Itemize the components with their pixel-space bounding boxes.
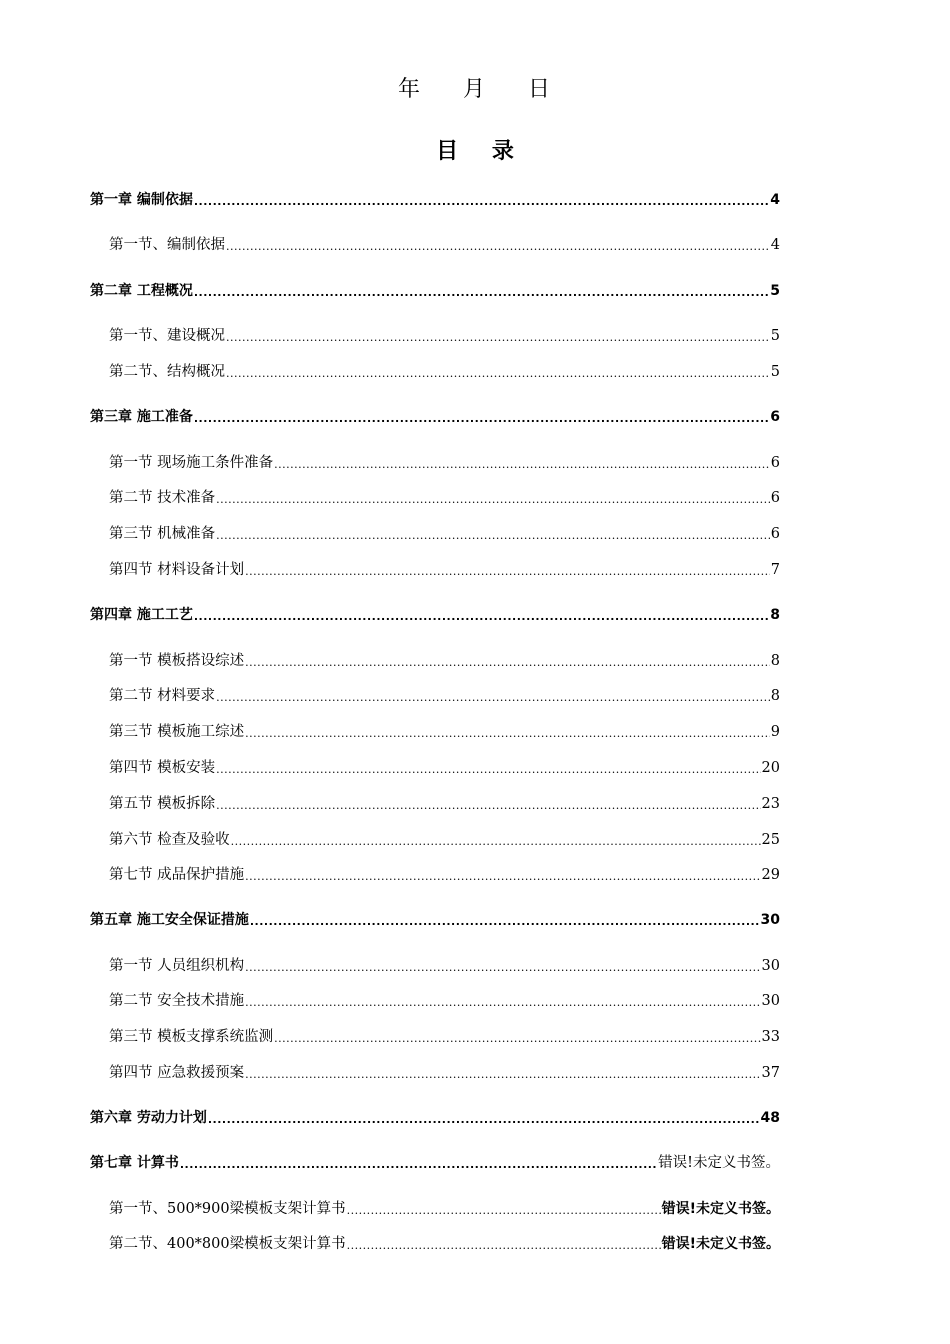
toc-dot-leader: [347, 1238, 661, 1254]
toc-page-number: 4: [770, 237, 780, 253]
toc-title-char: 目: [436, 138, 459, 164]
toc-entry-label: 第三节 机械准备: [109, 526, 216, 542]
toc-entry-label: 第一章 编制依据: [90, 192, 193, 208]
toc-entry-label: 第四节 材料设备计划: [109, 562, 245, 578]
toc-dot-leader: [245, 564, 770, 580]
toc-dot-leader: [180, 1157, 657, 1173]
toc-entry-label: 第二节 安全技术措施: [109, 993, 245, 1009]
toc-entry-label: 第一节、500*900梁模板支架计算书: [109, 1201, 346, 1217]
toc-dot-leader: [245, 869, 760, 885]
toc-page-number: 9: [770, 724, 780, 740]
toc-dot-leader: [216, 492, 770, 508]
toc-chapter-entry[interactable]: [90, 1149, 780, 1173]
toc-section-entry[interactable]: [109, 1059, 780, 1083]
toc-dot-leader: [194, 194, 769, 210]
toc-dot-leader: [194, 411, 769, 427]
toc-section-entry[interactable]: [109, 647, 780, 671]
toc-entry-label: 第七节 成品保护措施: [109, 867, 245, 883]
toc-dot-leader: [216, 798, 760, 814]
toc-page-number: 6: [770, 490, 780, 506]
toc-dot-leader: [245, 995, 760, 1011]
toc-dot-leader: [208, 1112, 760, 1128]
toc-page-number: 30: [760, 912, 780, 928]
toc-chapter-entry[interactable]: [90, 601, 780, 625]
toc-entry-label: 第七章 计算书: [90, 1155, 179, 1171]
toc-page-number: 30: [761, 958, 780, 974]
toc-page-number: 30: [761, 993, 780, 1009]
toc-chapter-entry[interactable]: [90, 186, 780, 210]
toc-dot-leader: [231, 834, 761, 850]
toc-page-number: 5: [770, 328, 780, 344]
toc-title-char: 录: [491, 138, 514, 164]
toc-chapter-entry[interactable]: [90, 1104, 780, 1128]
toc-entry-label: 第四节 模板安装: [109, 760, 216, 776]
toc-page-number: 4: [770, 192, 780, 208]
toc-page-number: 错误!未定义书签。: [658, 1155, 780, 1171]
toc-dot-leader: [347, 1203, 661, 1219]
toc-entry-label: 第三章 施工准备: [90, 409, 193, 425]
toc-section-entry[interactable]: [109, 358, 780, 382]
toc-chapter-entry[interactable]: [90, 277, 780, 301]
toc-entry-label: 第四节 应急救援预案: [109, 1065, 245, 1081]
toc-page-number: 33: [761, 1029, 780, 1045]
toc-page-number: 7: [770, 562, 780, 578]
toc-page-number: 5: [770, 364, 780, 380]
toc-dot-leader: [245, 655, 770, 671]
toc-title: [0, 134, 950, 165]
toc-dot-leader: [216, 762, 760, 778]
toc-dot-leader: [226, 366, 770, 382]
toc-page-number: 6: [770, 455, 780, 471]
toc-section-entry[interactable]: [109, 520, 780, 544]
toc-section-entry[interactable]: [109, 1230, 780, 1254]
toc-page-number: 8: [770, 607, 780, 623]
toc-dot-leader: [245, 726, 770, 742]
toc-section-entry[interactable]: [109, 556, 780, 580]
toc-section-entry[interactable]: [109, 1023, 780, 1047]
toc-page-number: 20: [761, 760, 780, 776]
toc-chapter-entry[interactable]: [90, 403, 780, 427]
toc-entry-label: 第二节、400*800梁模板支架计算书: [109, 1236, 346, 1252]
toc-dot-leader: [194, 285, 769, 301]
month-label: 月: [462, 77, 487, 102]
toc-entry-label: 第五节 模板拆除: [109, 796, 216, 812]
toc-entry-label: 第一节 模板搭设综述: [109, 653, 245, 669]
toc-entry-label: 第五章 施工安全保证措施: [90, 912, 249, 928]
toc-page-number: 48: [760, 1110, 780, 1126]
date-line: [0, 72, 950, 103]
toc-entry-label: 第一节、建设概况: [109, 328, 225, 344]
toc-entry-label: 第六章 劳动力计划: [90, 1110, 207, 1126]
toc-entry-label: 第二节 材料要求: [109, 688, 216, 704]
toc-entry-label: 第二节 技术准备: [109, 490, 216, 506]
toc-entry-label: 第六节 检查及验收: [109, 832, 230, 848]
toc-section-entry[interactable]: [109, 1195, 780, 1219]
toc-dot-leader: [216, 528, 770, 544]
toc-page-number: 37: [761, 1065, 780, 1081]
toc-section-entry[interactable]: [109, 987, 780, 1011]
toc-section-entry[interactable]: [109, 718, 780, 742]
toc-entry-label: 第三节 模板支撑系统监测: [109, 1029, 274, 1045]
toc-dot-leader: [226, 239, 770, 255]
toc-section-entry[interactable]: [109, 682, 780, 706]
toc-section-entry[interactable]: [109, 484, 780, 508]
toc-entry-label: 第四章 施工工艺: [90, 607, 193, 623]
toc-page-number: 6: [770, 526, 780, 542]
toc-entry-label: 第二章 工程概况: [90, 283, 193, 299]
toc-page-number: 5: [770, 283, 780, 299]
toc-chapter-entry[interactable]: [90, 906, 780, 930]
toc-dot-leader: [216, 690, 770, 706]
toc-page-number: 8: [770, 653, 780, 669]
toc-dot-leader: [250, 914, 760, 930]
toc-entry-label: 第三节 模板施工综述: [109, 724, 245, 740]
toc-dot-leader: [226, 330, 770, 346]
toc-entry-label: 第一节、编制依据: [109, 237, 225, 253]
toc-entry-label: 第一节 现场施工条件准备: [109, 455, 274, 471]
toc-page-number: 错误!未定义书签。: [661, 1236, 780, 1252]
toc-page-number: 29: [761, 867, 780, 883]
day-label: 日: [528, 77, 553, 102]
year-label: 年: [397, 77, 422, 102]
toc-dot-leader: [194, 609, 769, 625]
toc-section-entry[interactable]: [109, 826, 780, 850]
toc-section-entry[interactable]: [109, 449, 780, 473]
toc-page-number: 23: [761, 796, 780, 812]
toc-page-number: 错误!未定义书签。: [661, 1201, 780, 1217]
toc-page-number: 8: [770, 688, 780, 704]
toc-page-number: 6: [770, 409, 780, 425]
toc-section-entry[interactable]: [109, 790, 780, 814]
toc-entry-label: 第一节 人员组织机构: [109, 958, 245, 974]
toc-dot-leader: [274, 457, 770, 473]
toc-dot-leader: [245, 1067, 760, 1083]
toc-section-entry[interactable]: [109, 952, 780, 976]
toc-section-entry[interactable]: [109, 754, 780, 778]
toc-dot-leader: [245, 960, 760, 976]
toc-page-number: 25: [761, 832, 780, 848]
toc-entry-label: 第二节、结构概况: [109, 364, 225, 380]
toc-dot-leader: [274, 1031, 760, 1047]
toc-section-entry[interactable]: [109, 861, 780, 885]
toc-section-entry[interactable]: [109, 322, 780, 346]
toc-section-entry[interactable]: [109, 231, 780, 255]
